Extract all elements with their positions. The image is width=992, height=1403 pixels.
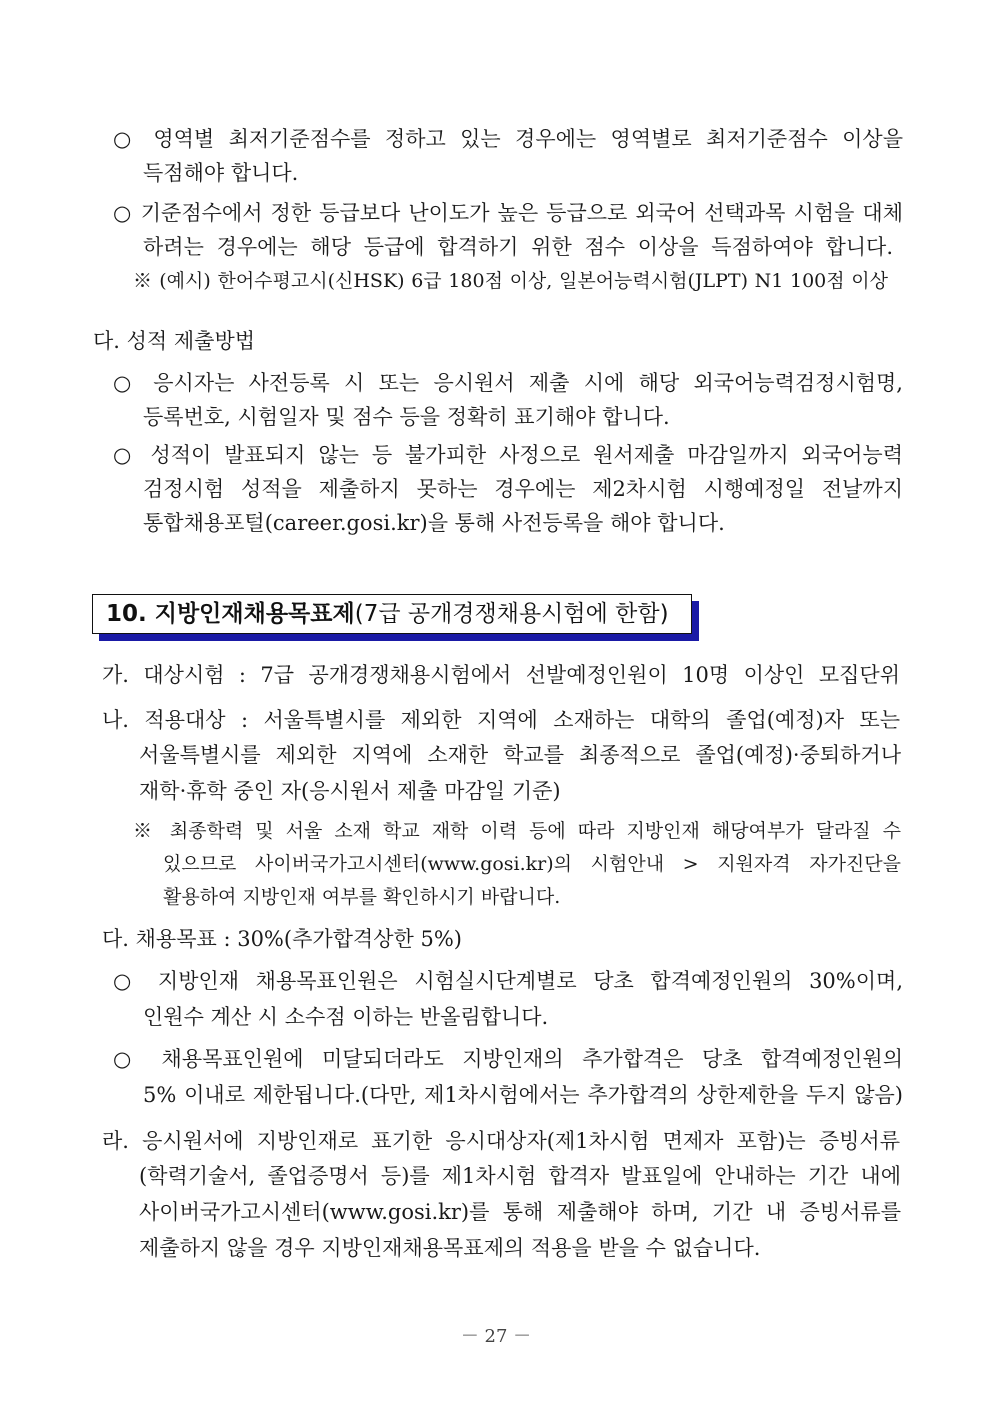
text-line: ○ 영역별 최저기준점수를 정하고 있는 경우에는 영역별로 최저기준점수 이상을 [113, 127, 903, 151]
text-line: (학력기술서, 졸업증명서 등)를 제1차시험 합격자 발표일에 안내하는 기간 내에 [139, 1164, 901, 1188]
text-line: 하려는 경우에는 해당 등급에 합격하기 위한 점수 이상을 득점하여야 합니다. [143, 235, 893, 259]
section-title-main: 10. 지방인재채용목표제 [106, 601, 355, 627]
text-line: ○ 응시자는 사전등록 시 또는 응시원서 제출 시에 해당 외국어능력검정시험명, [113, 371, 903, 395]
note-line: ※ 최종학력 및 서울 소재 학교 재학 이력 등에 따라 지방인재 해당여부가 달라질 수 [133, 820, 901, 842]
section-title-scope: (7급 공개경쟁채용시험에 한함) [354, 601, 669, 627]
text-line: 나. 적용대상 : 서울특별시를 제외한 지역에 소재하는 대학의 졸업(예정)자 또는 [102, 708, 900, 732]
note-line: 활용하여 지방인재 여부를 확인하시기 바랍니다. [163, 886, 561, 908]
text-line: ○ 지방인재 채용목표인원은 시험실시단계별로 당초 합격예정인원의 30%이며, [113, 969, 903, 993]
text-line: 5% 이내로 제한됩니다.(다만, 제1차시험에서는 추가합격의 상한제한을 두지 않음) [143, 1083, 903, 1107]
text-line: 제출하지 않을 경우 지방인재채용목표제의 적용을 받을 수 없습니다. [139, 1236, 761, 1260]
text-line: ○ 채용목표인원에 미달되더라도 지방인재의 추가합격은 당초 합격예정인원의 [113, 1047, 903, 1071]
text-line: 인원수 계산 시 소수점 이하는 반올림합니다. [143, 1005, 549, 1029]
text-line: 등록번호, 시험일자 및 점수 등을 정확히 표기해야 합니다. [143, 405, 670, 429]
text-line: 라. 응시원서에 지방인재로 표기한 응시대상자(제1차시험 면제자 포함)는 증빙서류 [102, 1129, 900, 1153]
section-title-frame [92, 594, 692, 634]
note-line: 있으므로 사이버국가고시센터(www.gosi.kr)의 시험안내 > 지원자격 자가진단을 [163, 853, 901, 875]
text-line: ○ 기준점수에서 정한 등급보다 난이도가 높은 등급으로 외국어 선택과목 시험을 대체 [113, 201, 903, 225]
note-line: ※ (예시) 한어수평고시(신HSK) 6급 180점 이상, 일본어능력시험(JLPT) N1 100점 이상 [133, 270, 888, 292]
text-line: 재학·휴학 중인 자(응시원서 제출 마감일 기준) [139, 779, 561, 803]
text-line: 다. 채용목표 : 30%(추가합격상한 5%) [102, 927, 462, 951]
section-title [106, 599, 669, 629]
page-number: － 27 － [460, 1326, 532, 1347]
text-line: 검정시험 성적을 제출하지 못하는 경우에는 제2차시험 시행예정일 전날까지 [143, 477, 903, 501]
text-line: ○ 성적이 발표되지 않는 등 불가피한 사정으로 원서제출 마감일까지 외국어능력 [113, 443, 903, 467]
text-line: 득점해야 합니다. [143, 161, 299, 185]
text-line: 사이버국가고시센터(www.gosi.kr)를 통해 제출해야 하며, 기간 내 증빙서류를 [139, 1200, 901, 1224]
section-title-box [92, 594, 692, 634]
text-line: 서울특별시를 제외한 지역에 소재한 학교를 최종적으로 졸업(예정)·중퇴하거나 [139, 743, 901, 767]
subsection-heading: 다. 성적 제출방법 [93, 329, 256, 353]
text-line: 통합채용포털(career.gosi.kr)을 통해 사전등록을 해야 합니다. [143, 511, 725, 535]
text-line: 가. 대상시험 : 7급 공개경쟁채용시험에서 선발예정인원이 10명 이상인 모집단위 [102, 663, 900, 687]
